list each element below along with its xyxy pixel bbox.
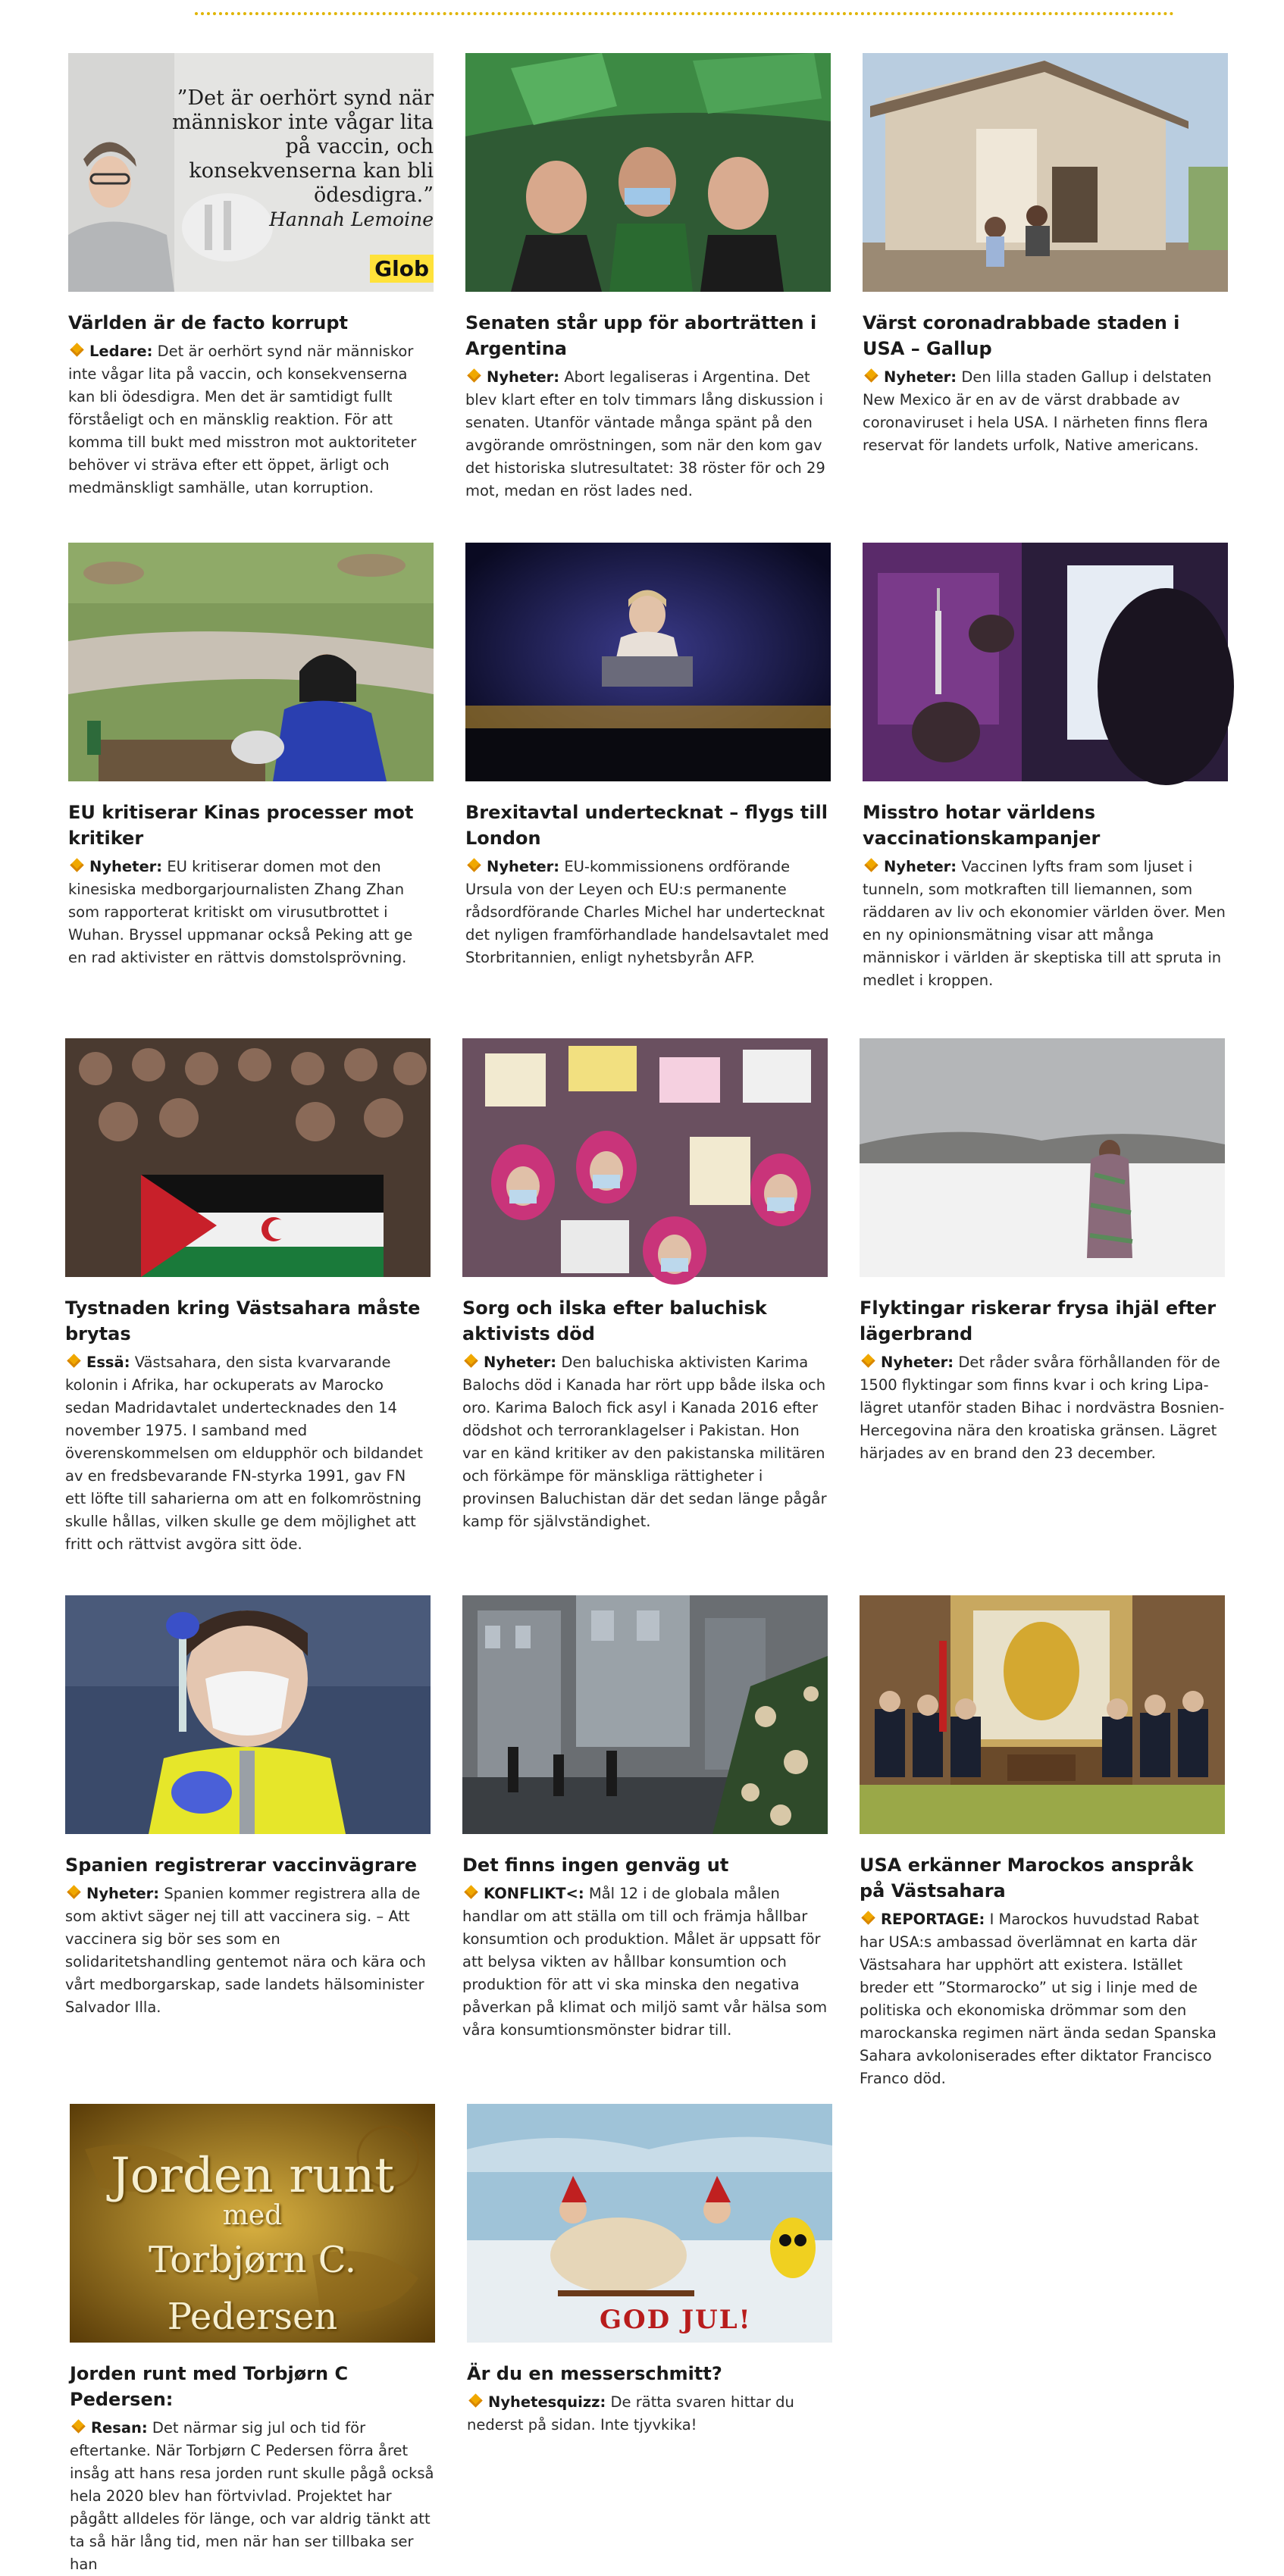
diamond-icon	[70, 343, 83, 356]
article-card-argentina[interactable]	[465, 53, 831, 502]
article-title[interactable]: Jorden runt med Torbjørn C Pedersen:	[70, 2363, 349, 2410]
diamond-icon	[67, 1354, 80, 1367]
article-teaser	[465, 856, 831, 969]
article-teaser	[465, 366, 831, 502]
article-teaser	[860, 1351, 1225, 1465]
article-text: Det närmar sig jul och tid för eftertanke. När Torbjørn C Pedersen förra året insåg att hans resa jorden runt skulle pågå också hela 2020 blev han förtvivlad. Projektet har pågått alldeles för länge, och var aldrig tänkt att ta så här lång tid, men när han ser tillbaka ser han	[70, 2419, 434, 2573]
banner-line-1: Jorden runt	[111, 2148, 394, 2204]
diamond-icon	[864, 368, 878, 382]
article-image[interactable]	[68, 53, 434, 292]
article-text: Västsahara, den sista kvarvarande kolonin i Afrika, har ockuperats av Marocko sedan Madridavtalet undertecknades den 14 november 1975. I samband med överenskommelsen om eldupphör och bildandet av en fredsbevarande FN-styrka 1991, gav FN ett löfte till saharierna om att en folkomröstning skulle hållas, vilken skulle ge dem möjlighet att fritt och rättvist avgöra sitt öde.	[65, 1354, 423, 1553]
article-text: Det är oerhört synd när människor inte vågar lita på vaccin, och konsekvenserna kan bli ödesdigra. Men det är samtidigt fullt förståeligt och en mänsklig reaktion. För att komma till bukt med misstron mot auktoriteter behöver vi sträva efter ett öppet, ärligt och medmänskligt samhälle, utan korruption.	[68, 343, 417, 496]
article-image[interactable]	[465, 53, 831, 292]
article-kicker: KONFLIKT<:	[484, 1885, 584, 1902]
banner-line-3: Torbjørn C. Pedersen	[148, 2239, 357, 2338]
article-title[interactable]: Misstro hotar världens vaccinationskampanjer	[863, 802, 1101, 849]
diamond-icon	[864, 858, 878, 872]
article-teaser	[863, 856, 1228, 992]
article-image[interactable]	[462, 1038, 828, 1277]
article-text: Abort legaliseras i Argentina. Det blev klart efter en tolv timmars lång diskussion i senaten. Utanför väntade många spänt på den avgörande omröstningen, som när den kom gav det historiska slutresultatet: 38 röster för och 29 mot, medan en röst lades ned.	[465, 368, 825, 499]
article-image[interactable]	[462, 1595, 828, 1834]
article-card-spanien[interactable]	[65, 1595, 431, 2019]
article-card-misstro[interactable]	[863, 543, 1228, 992]
article-card-quiz[interactable]	[467, 2104, 832, 2437]
diamond-icon	[70, 858, 83, 872]
god-jul-text: GOD JUL!	[600, 2305, 752, 2335]
article-card-baluchisk[interactable]	[462, 1038, 828, 1533]
glob-logo: Glob	[370, 255, 434, 283]
article-image[interactable]	[70, 2104, 435, 2343]
article-image[interactable]	[467, 2104, 832, 2343]
article-card-brexit[interactable]	[465, 543, 831, 969]
article-title[interactable]: Sorg och ilska efter baluchisk aktivists död	[462, 1297, 767, 1344]
diamond-icon	[67, 1885, 80, 1898]
article-image[interactable]	[65, 1595, 431, 1834]
article-kicker: Nyhetesquizz:	[488, 2393, 606, 2411]
article-kicker: Essä:	[86, 1354, 130, 1371]
diamond-icon	[464, 1354, 478, 1367]
diamond-icon	[861, 1354, 875, 1367]
snow-field-refugee-image	[860, 1038, 1225, 1277]
article-teaser	[863, 366, 1228, 457]
article-kicker: Nyheter:	[884, 368, 957, 386]
protest-crowd-image	[465, 53, 831, 292]
park-woman-image	[68, 543, 434, 781]
article-teaser	[860, 1908, 1225, 2087]
house-porch-image	[863, 53, 1228, 292]
article-image[interactable]	[65, 1038, 431, 1277]
article-kicker: Nyheter:	[484, 1354, 557, 1371]
article-text: Mål 12 i de globala målen handlar om att ställa om till och främja hållbar konsumtion och produktion. Målet är uppsatt för att belysa vikten av hållbar konsumtion och produktion för att vi ska minska den negativa påverkan på klimat och miljö samt vår hälsa som våra konsumtionsmönster bidrar till.	[462, 1885, 828, 2039]
article-text: Den baluchiska aktivisten Karima Balochs död i Kanada har rört upp både ilska och oro. Karima Baloch fick asyl i Kanada 2016 efter dödshot och terroranklagelser i Pakistan. Hon var en känd kritiker av den pakistanska militären och förkämpe för mänskliga rättigheter i provinsen Baluchistan där det sedan länge pågår kamp för självständighet.	[462, 1354, 827, 1530]
banner-line-2: med	[222, 2200, 283, 2231]
vaccine-syringe-image	[863, 543, 1228, 781]
article-text: I Marockos huvudstad Rabat har USA:s ambassad överlämnat en karta där Västsahara har upphört att existera. Istället breder ett ”Stormarocko” ut sig i linje med de politiska och ekonomiska drömmar som den marockanska regimen närt ända sedan Spanska Sahara avkoloniserades efter diktator Francisco Franco död.	[860, 1911, 1217, 2087]
article-title[interactable]: Är du en messerschmitt?	[467, 2363, 722, 2384]
quote-text: ”Det är oerhört synd när människor inte vågar lita på vaccin, och konsekvenserna kan bli ödesdigra.”	[172, 86, 434, 207]
top-dotted-divider	[195, 12, 1174, 15]
article-teaser	[68, 856, 434, 969]
article-teaser	[462, 1351, 828, 1533]
diamond-icon	[464, 1885, 478, 1898]
diamond-icon	[861, 1911, 875, 1924]
royal-meeting-image	[860, 1595, 1225, 1834]
article-title[interactable]: Flyktingar riskerar frysa ihjäl efter lägerbrand	[860, 1297, 1217, 1344]
article-card-gallup[interactable]	[863, 53, 1228, 457]
article-card-korrupt[interactable]	[68, 53, 434, 499]
sahrawi-flag-crowd-image	[65, 1038, 431, 1277]
article-title[interactable]: Tystnaden kring Västsahara måste brytas	[65, 1297, 421, 1344]
article-image[interactable]	[68, 543, 434, 781]
article-kicker: Nyheter:	[884, 858, 957, 875]
article-card-genvag[interactable]	[462, 1595, 828, 2042]
article-card-marocko[interactable]	[860, 1595, 1225, 2087]
article-card-jorden-runt[interactable]	[70, 2104, 435, 2573]
vaccine-nurse-image	[65, 1595, 431, 1834]
article-teaser	[467, 2391, 832, 2437]
article-card-vastsahara[interactable]	[65, 1038, 431, 1556]
article-image[interactable]	[465, 543, 831, 781]
article-kicker: Nyheter:	[881, 1354, 954, 1371]
article-teaser	[65, 1883, 431, 2019]
article-kicker: Nyheter:	[89, 858, 163, 875]
diamond-icon	[468, 2393, 482, 2407]
article-text: De rätta svaren hittar du nederst på sidan. Inte tjyvkika!	[467, 2393, 794, 2434]
article-kicker: REPORTAGE:	[881, 1911, 985, 1928]
article-teaser	[70, 2417, 435, 2573]
article-text: Den lilla staden Gallup i delstaten New Mexico är en av de värst drabbade av coronaviruset i hela USA. I närheten finns flera reservat för landets urfolk, Native americans.	[863, 368, 1212, 454]
diamond-icon	[467, 368, 481, 382]
pull-quote	[153, 86, 434, 232]
article-image[interactable]	[863, 53, 1228, 292]
article-title[interactable]: USA erkänner Marockos anspråk på Västsahara	[860, 1855, 1194, 1901]
article-teaser	[68, 340, 434, 499]
article-teaser	[462, 1883, 828, 2042]
article-kicker: Resan:	[91, 2419, 148, 2437]
article-kicker: Nyheter:	[86, 1885, 160, 1902]
article-title[interactable]: Det finns ingen genväg ut	[462, 1855, 729, 1876]
article-title[interactable]: Senaten står upp för aborträtten i Argentina	[465, 312, 817, 359]
article-kicker: Nyheter:	[487, 858, 560, 875]
diamond-icon	[467, 858, 481, 872]
protest-signs-image	[462, 1038, 828, 1277]
article-card-flyktingar[interactable]	[860, 1038, 1225, 1465]
article-text: Vaccinen lyfts fram som ljuset i tunneln, som motkraften till liemannen, som räddaren av liv och ekonomier världen över. Men en ny opinionsmätning visar att många människor i världen är skeptiska till att spruta in medlet i kroppen.	[863, 858, 1226, 989]
article-teaser	[65, 1351, 431, 1556]
article-title[interactable]: Spanien registrerar vaccinvägrare	[65, 1855, 418, 1876]
banner-title	[70, 2149, 435, 2343]
quote-author: Hannah Lemoine	[269, 208, 434, 230]
article-title[interactable]: Världen är de facto korrupt	[68, 312, 349, 333]
diamond-icon	[71, 2419, 85, 2433]
article-title[interactable]: Värst coronadrabbade staden i USA – Gallup	[863, 312, 1180, 359]
article-text: Spanien kommer registrera alla de som aktivt säger nej till att vaccinera sig. – Att vaccinera sig bör ses som en solidaritetshandling gentemot nära och kära och vårt medborgarskap, sade landets hälsominister Salvador Illa.	[65, 1885, 426, 2016]
article-kicker: Ledare:	[89, 343, 153, 360]
article-image[interactable]	[863, 543, 1228, 781]
article-image[interactable]	[860, 1595, 1225, 1834]
podium-speaker-image	[465, 543, 831, 781]
christmas-street-image	[462, 1595, 828, 1834]
article-image[interactable]	[860, 1038, 1225, 1277]
article-card-kina[interactable]	[68, 543, 434, 969]
article-kicker: Nyheter:	[487, 368, 560, 386]
article-text: Det råder svåra förhållanden för de 1500 flyktingar som finns kvar i och kring Lipa-lägret utanför staden Bihac i nordvästra Bosnien-Hercegovina nära den kroatiska gränsen. Lägret härjades av en brand den 23 december.	[860, 1354, 1225, 1462]
article-title[interactable]: Brexitavtal undertecknat – flygs till London	[465, 802, 828, 849]
article-text: EU-kommissionens ordförande Ursula von der Leyen och EU:s permanente rådsordförande Charles Michel har undertecknat det nyligen framförhandlade handelsavtalet med Storbritannien, enligt nyhetsbyrån AFP.	[465, 858, 829, 966]
article-title[interactable]: EU kritiserar Kinas processer mot kritiker	[68, 802, 414, 849]
article-text: EU kritiserar domen mot den kinesiska medborgarjournalisten Zhang Zhan som rapporterat kritiskt om virusutbrottet i Wuhan. Bryssel uppmanar också Peking att ge en rad aktivister en rättvis domstolsprövning.	[68, 858, 413, 966]
